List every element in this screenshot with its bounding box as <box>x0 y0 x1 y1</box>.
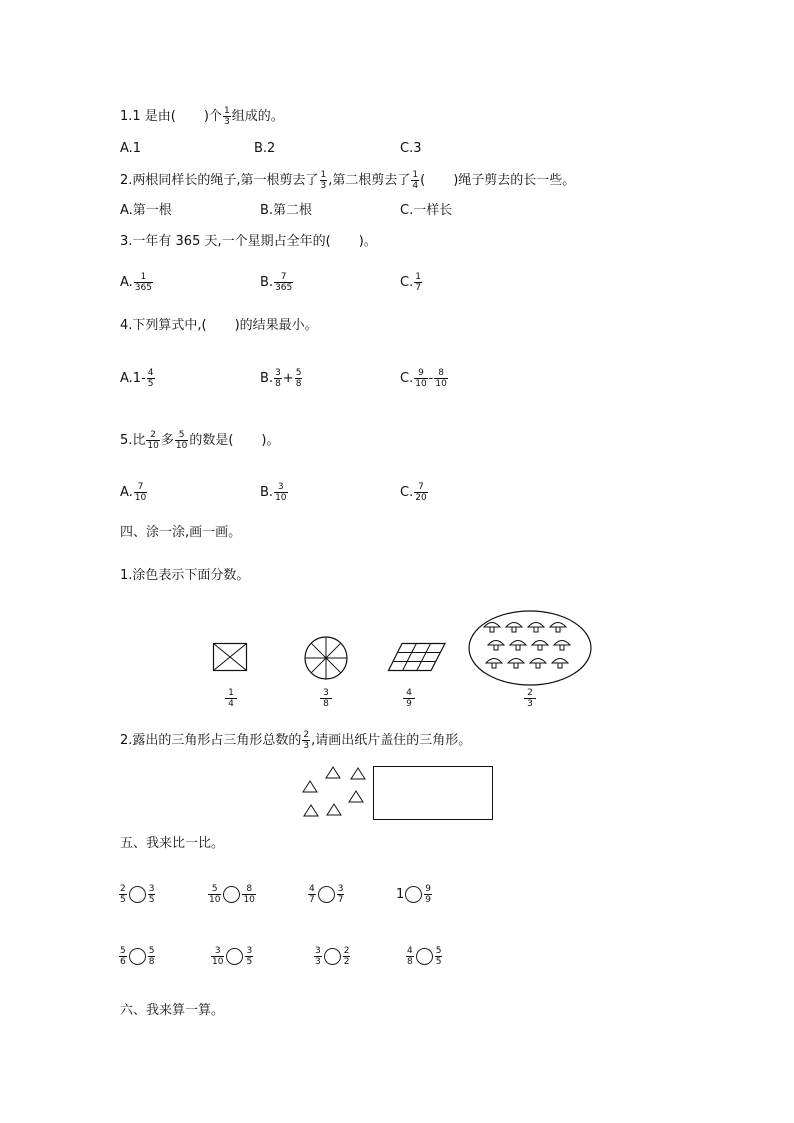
mushroom-stem <box>516 645 520 650</box>
mushroom-stem <box>536 663 540 668</box>
compare-circle <box>416 948 433 965</box>
q5-option-b[interactable]: B. $\frac{3}{10}$ <box>260 482 287 503</box>
parallelogram-grid-figure[interactable] <box>388 643 446 671</box>
mushroom-stem <box>538 645 542 650</box>
q4-text-tail: )的结果最小。 <box>234 318 318 333</box>
q3-option-a[interactable]: A. $\frac{1}{365}$ <box>120 272 152 293</box>
section-4-title: 四、涂一涂,画一画。 <box>120 525 242 540</box>
q5-text-tail2: )。 <box>261 433 280 448</box>
question-4 <box>120 316 318 336</box>
mushroom-icon <box>488 641 504 646</box>
q1-option-a[interactable]: A.1 <box>120 141 142 156</box>
fraction: $\frac{1}{3}$ <box>320 170 327 191</box>
square-figure[interactable] <box>213 643 247 671</box>
q1-text-tail: 组成的。 <box>231 109 284 124</box>
compare-item[interactable]: $\frac{4}{7}$ $\frac{3}{7}$ <box>309 884 344 905</box>
mushroom-stem <box>494 645 498 650</box>
q2-text-tail: ( <box>420 173 426 188</box>
fraction: $\frac{1}{4}$ <box>412 170 419 191</box>
q5-text-tail: 的数是( <box>189 433 234 448</box>
compare-circle <box>129 948 146 965</box>
compare-item[interactable]: 1 $\frac{9}{9}$ <box>396 884 432 905</box>
q2-option-c[interactable]: C.一样长 <box>400 203 453 218</box>
mushroom-icon <box>530 659 546 664</box>
q3-text: 3.一年有 365 天,一个星期占全年的( <box>120 234 331 249</box>
compare-item[interactable]: $\frac{3}{3}$ $\frac{2}{2}$ <box>315 946 350 967</box>
question-5: 5.比 $\frac{2}{10}$ 多 $\frac{5}{10}$ 的数是( )。 <box>120 430 280 451</box>
q3-text-tail: )。 <box>358 234 377 249</box>
q1-option-c[interactable]: C.3 <box>400 141 422 156</box>
q5-option-a[interactable]: A. $\frac{7}{10}$ <box>120 482 147 503</box>
triangles-figure <box>300 765 370 820</box>
q5-option-c[interactable]: C. $\frac{7}{20}$ <box>400 482 427 503</box>
question-1 <box>120 106 284 127</box>
compare-item[interactable]: $\frac{2}{5}$ $\frac{3}{5}$ <box>120 884 155 905</box>
q2-option-b[interactable]: B.第二根 <box>260 203 313 218</box>
question-2 <box>120 170 575 191</box>
q4-option-c[interactable]: C. $\frac{9}{10}$ - $\frac{8}{10}$ <box>400 368 447 389</box>
mushroom-icon <box>484 623 500 628</box>
section-5-title: 五、我来比一比。 <box>120 836 225 851</box>
compare-item[interactable]: $\frac{5}{6}$ $\frac{5}{8}$ <box>120 946 155 967</box>
mushroom-stem <box>512 627 516 632</box>
compare-item[interactable]: $\frac{3}{10}$ $\frac{3}{5}$ <box>212 946 253 967</box>
section-6-title: 六、我来算一算。 <box>120 1003 225 1018</box>
compare-circle <box>405 886 422 903</box>
mushroom-icon <box>506 623 522 628</box>
paper-cover-rectangle[interactable] <box>373 766 493 820</box>
fraction: $\frac{1}{3}$ <box>223 106 230 127</box>
mushroom-icon <box>486 659 502 664</box>
q3-option-b[interactable]: B. $\frac{7}{365}$ <box>260 272 293 293</box>
q5-text-mid: 多 <box>160 433 174 448</box>
mushroom-icon <box>552 659 568 664</box>
mushroom-stem <box>560 645 564 650</box>
mushroom-stem <box>556 627 560 632</box>
q3-option-c[interactable]: C. $\frac{1}{7}$ <box>400 272 421 293</box>
mushroom-icon <box>528 623 544 628</box>
mushroom-stem <box>558 663 562 668</box>
compare-item[interactable]: $\frac{4}{8}$ $\frac{5}{5}$ <box>407 946 442 967</box>
compare-circle <box>324 948 341 965</box>
section-4-sub1: 1.涂色表示下面分数。 <box>120 568 250 583</box>
compare-item[interactable]: $\frac{5}{10}$ $\frac{8}{10}$ <box>209 884 255 905</box>
question-3 <box>120 232 377 252</box>
q4-option-b[interactable]: B. $\frac{3}{8}$ + $\frac{5}{8}$ <box>260 368 302 389</box>
mushroom-stem <box>534 627 538 632</box>
mushroom-icon <box>532 641 548 646</box>
q2-text-mid: ,第二根剪去了 <box>328 173 411 188</box>
section-4-sub2: 2.露出的三角形占三角形总数的 $\frac{2}{3}$ ,请画出纸片盖住的三角形。 <box>120 730 472 751</box>
mushroom-oval-figure[interactable] <box>468 610 592 686</box>
mushroom-stem <box>490 627 494 632</box>
figure-fraction-3: 4 9 <box>403 688 415 709</box>
circle-figure[interactable] <box>304 636 348 680</box>
q4-text: 4.下列算式中,( <box>120 318 207 333</box>
q1-text-post: )个 <box>203 109 222 124</box>
mushroom-stem <box>492 663 496 668</box>
q1-option-b[interactable]: B.2 <box>254 141 276 156</box>
compare-circle <box>318 886 335 903</box>
figure-fraction-4: 2 3 <box>524 688 536 709</box>
q4-option-a[interactable]: A.1- $\frac{4}{5}$ <box>120 368 154 389</box>
mushroom-stem <box>514 663 518 668</box>
q2-text-tail2: )绳子剪去的长一些。 <box>453 173 576 188</box>
q2-text: 2.两根同样长的绳子,第一根剪去了 <box>120 173 319 188</box>
compare-circle <box>129 886 146 903</box>
compare-circle <box>223 886 240 903</box>
mushroom-icon <box>550 623 566 628</box>
q2-option-a[interactable]: A.第一根 <box>120 203 172 218</box>
q5-text: 5.比 <box>120 433 146 448</box>
figure-fraction-1: 1 4 <box>225 688 237 709</box>
q1-text: 1.1 是由( <box>120 109 176 124</box>
compare-circle <box>226 948 243 965</box>
mushroom-icon <box>554 641 570 646</box>
figure-fraction-2: 3 8 <box>320 688 332 709</box>
mushroom-icon <box>508 659 524 664</box>
mushroom-icon <box>510 641 526 646</box>
